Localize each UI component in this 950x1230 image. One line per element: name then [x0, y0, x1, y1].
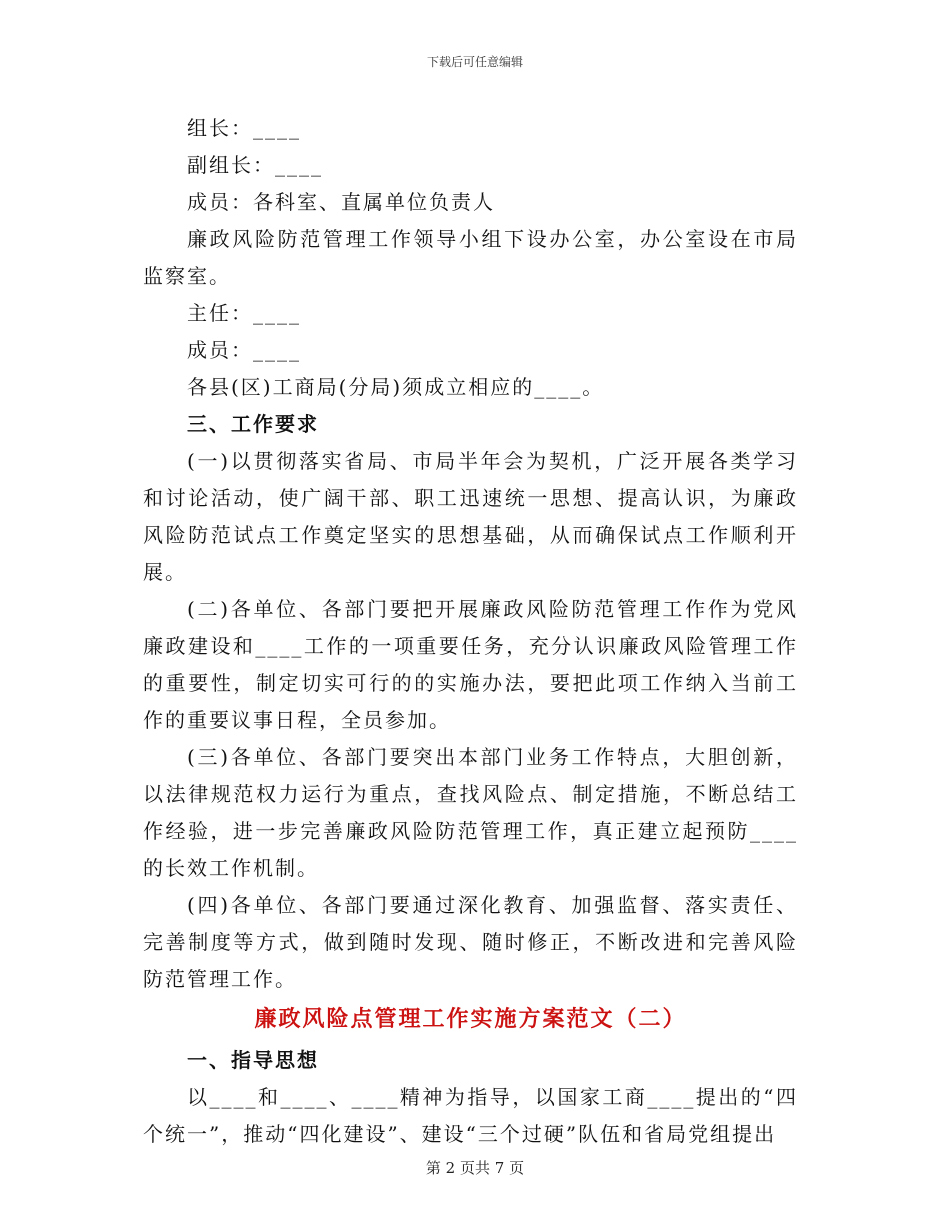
paragraph-office-members: 成员：____	[187, 338, 301, 362]
paragraph-deputy-leader: 副组长：____	[187, 153, 323, 177]
paragraph-director: 主任：____	[187, 301, 301, 325]
paragraph-members: 成员：各科室、直属单位负责人	[187, 190, 495, 214]
page-footer-number: 第 2 页共 7 页	[425, 1159, 525, 1177]
paragraph-requirement-3: (三)各单位、各部门要突出本部门业务工作特点，大胆创新，以法律规范权力运行为重点，查找风险点、制定措施，不断总结工作经验，进一步完善廉政风险防范管理工作，真正建立起预防____的长效工作机制。	[143, 745, 798, 880]
paragraph-office: 廉政风险防范管理工作领导小组下设办公室，办公室设在市局监察室。	[143, 227, 798, 288]
paragraph-requirement-1: (一)以贯彻落实省局、市局半年会为契机，广泛开展各类学习和讨论活动，使广阔干部、职工迅速统一思想、提高认识，为廉政风险防范试点工作奠定坚实的思想基础，从而确保试点工作顺利开展。	[143, 449, 798, 584]
document-body	[143, 110, 798, 1153]
section-heading-work-requirements: 三、工作要求	[187, 412, 319, 436]
paragraph-requirement-2: (二)各单位、各部门要把开展廉政风险防范管理工作作为党风廉政建设和____工作的一项重要任务，充分认识廉政风险管理工作的重要性，制定切实可行的的实施办法，要把此项工作纳入当前工作的重要议事日程，全员参加。	[143, 597, 798, 732]
paragraph-requirement-4: (四)各单位、各部门要通过深化教育、加强监督、落实责任、完善制度等方式，做到随时发现、随时修正，不断改进和完善风险防范管理工作。	[143, 893, 798, 991]
document-title-2: 廉政风险点管理工作实施方案范文（二）	[254, 1007, 687, 1032]
paragraph-team-leader: 组长：____	[187, 116, 301, 140]
paragraph-county-bureaus: 各县(区)工商局(分局)须成立相应的____。	[187, 375, 605, 399]
section-heading-guiding-ideology: 一、指导思想	[187, 1048, 319, 1072]
page-header-note: 下载后可任意编辑	[426, 55, 523, 69]
paragraph-guiding-ideology: 以____和____、____精神为指导，以国家工商____提出的“四个统一”，推动“四化建设”、建设“三个过硬”队伍和省局党组提出	[143, 1085, 798, 1146]
